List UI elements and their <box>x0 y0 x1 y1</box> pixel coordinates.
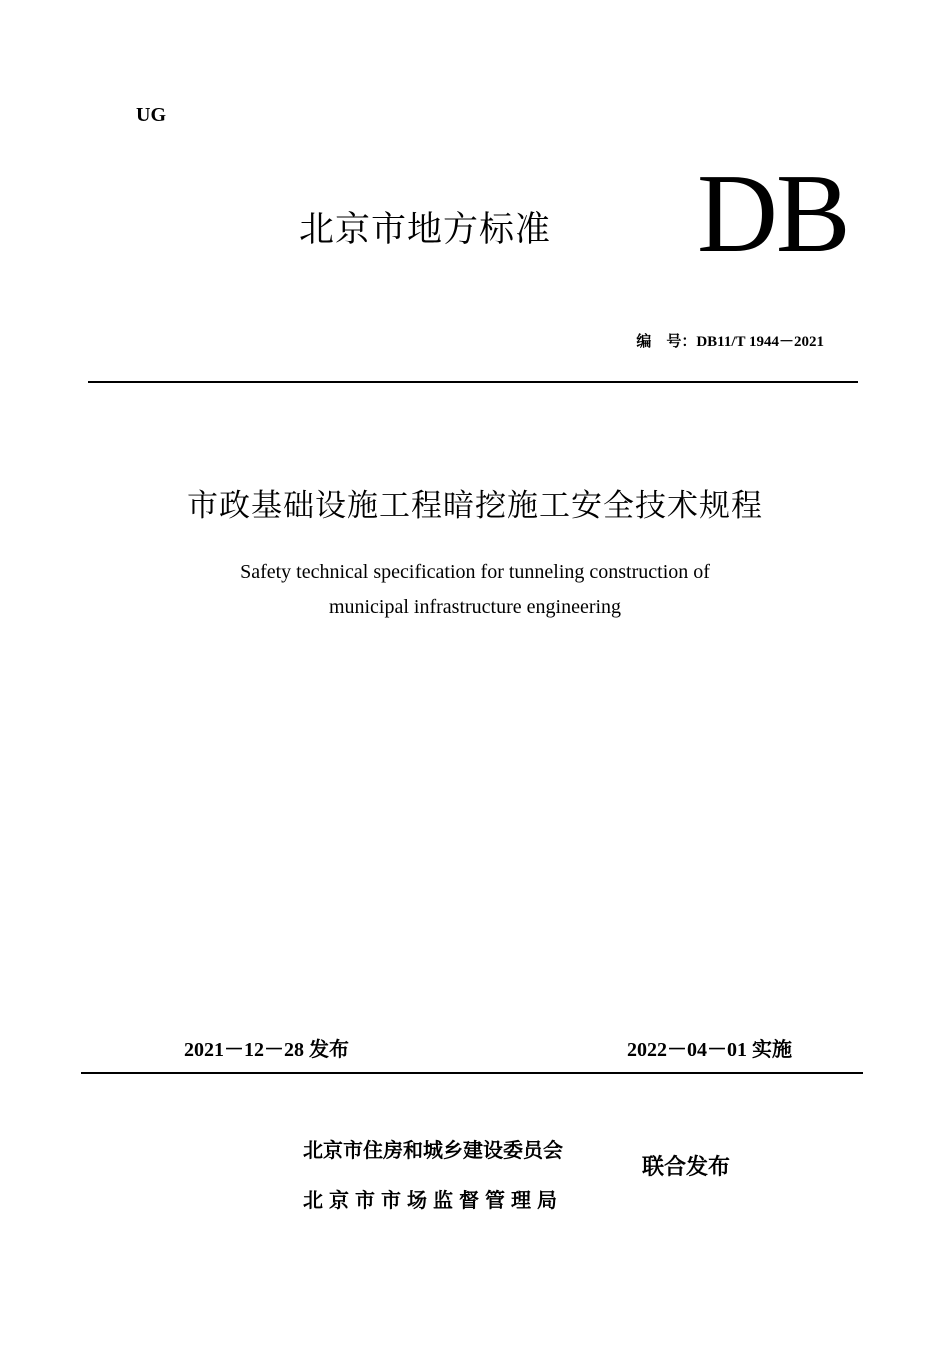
title-english-line-1: Safety technical specification for tunneling construction of <box>240 561 710 583</box>
issue-date <box>184 1033 349 1062</box>
implementation-date-suffix: 实施 <box>752 1037 792 1061</box>
standard-number-label: 编 号： <box>636 332 697 350</box>
title-english-line-2: municipal infrastructure engineering <box>328 596 622 618</box>
title-chinese: 市政基础设施工程暗挖施工安全技术规程 <box>187 488 763 524</box>
issue-date-suffix: 发布 <box>309 1037 349 1061</box>
footer-divider <box>81 1072 863 1074</box>
standard-number-value: DB11/T 1944－2021 <box>696 334 824 350</box>
standard-type: 北京市地方标准 <box>299 210 552 250</box>
implementation-date <box>627 1033 792 1062</box>
issue-date-value: 2021－12－28 <box>184 1039 304 1061</box>
db-logo: DB <box>697 152 849 276</box>
issuer-housing-commission: 北京市住房和城乡建设委员会 <box>303 1138 563 1162</box>
standard-number <box>636 330 824 351</box>
header-divider <box>88 381 858 383</box>
issuer-market-regulation: 北京市市场监督管理局 <box>303 1188 563 1212</box>
classification-code: UG <box>136 104 166 126</box>
joint-issue-label: 联合发布 <box>642 1155 731 1180</box>
implementation-date-value: 2022－04－01 <box>627 1039 747 1061</box>
